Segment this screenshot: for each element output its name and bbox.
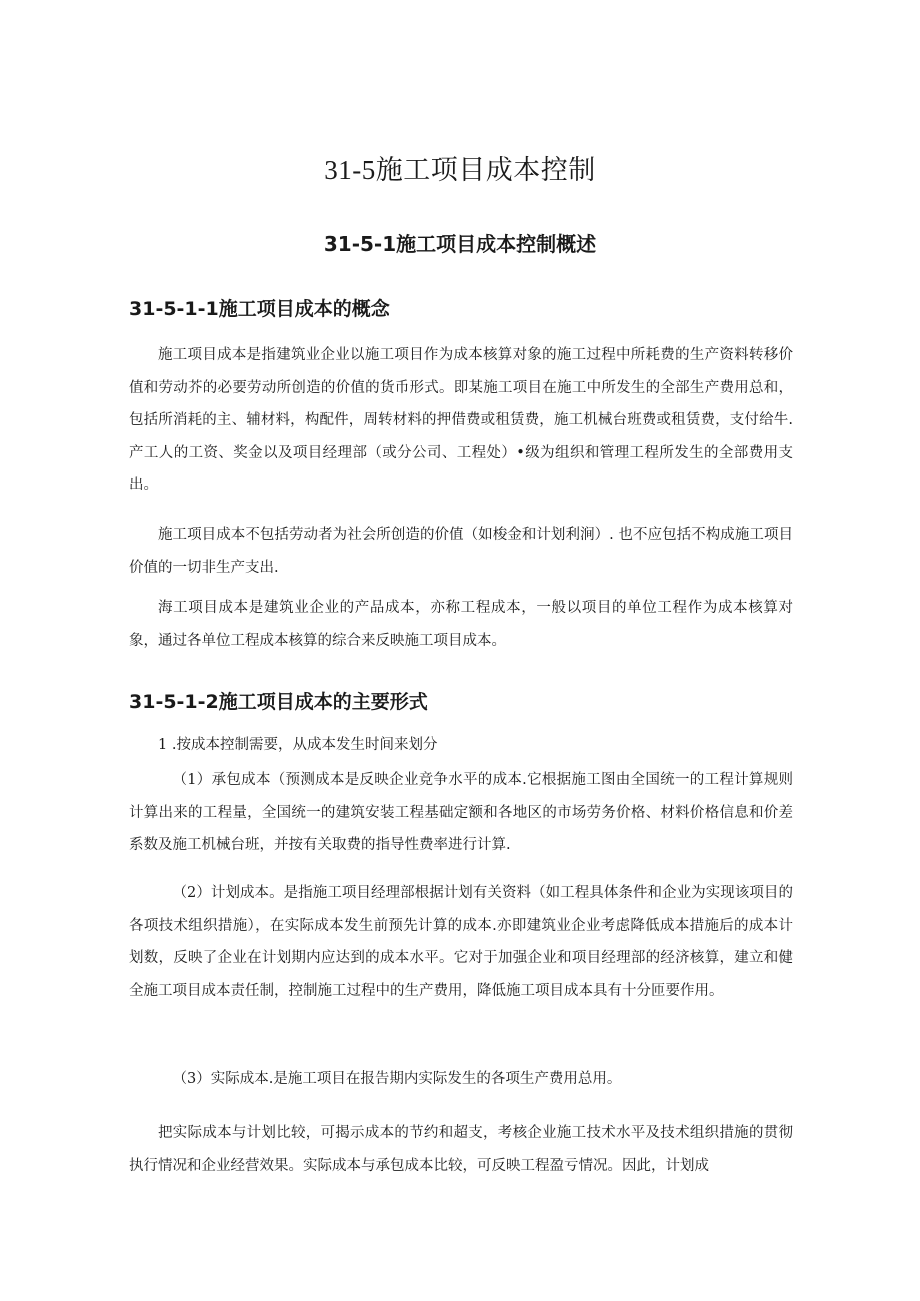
subsection-heading-concept: 31-5-1-1施工项目成本的概念 — [129, 298, 390, 320]
paragraph-cost-exclusions: 施工项目成本不包括劳动者为社会所创造的价值（如梭金和计划利涧）. 也不应包括不构成施工项目价值的一切非生产支出. — [129, 527, 793, 576]
paragraph-product-cost: 海工项目成本是建筑业企业的产品成本，亦称工程成本，一般以项目的单位工程作为成本核算对象，通过各单位工程成本核算的综合来反映施工项目成本。 — [129, 600, 793, 649]
list-item-classification: 1 .按成本控制需要，从成本发生时间来划分 — [158, 737, 438, 753]
list-item-contract-cost: （1）承包成本（预测成本是反映企业竞争水平的成本.它根据施工图由全国统一的工程计算规则计算出来的工程量，全国统一的建筑安装工程基础定额和各地区的市场劳务价格、材料价格信息和价差系数及施工机械台班，并按有关取费的指导性费率进行计算. — [129, 772, 793, 854]
paragraph-cost-definition: 施工项目成本是指建筑业企业以施工项目作为成本核算对象的施工过程中所耗费的生产资料转移价值和劳动芥的必要劳动所创造的价值的货币形式。即某施工项目在施工中所发生的全部生产费用总和，包括所消耗的主、辅材料，构配件，周转材料的押借费或租赁费，施工机械台班费或租赁费，支付给牛. 产工人的工资、奖金以及项目经理部（或分公司、工程处）•级为组织和管理工程所发生的全部费用支出。 — [129, 347, 793, 494]
paragraph-cost-comparison: 把实际成本与计划比较，可揭示成本的节约和超支，考核企业施工技术水平及技术组织措施的贯彻执行情况和企业经营效果。实际成本与承包成本比较，可反映工程盈亏情况。因此，计划成 — [129, 1125, 793, 1174]
list-item-planned-cost: （2）计划成本。是指施工项目经理部根据计划有关资料（如工程具体条件和企业为实现该项目的各项技术组织措施），在实际成本发生前预先计算的成本.亦即建筑业企业考虑降低成本措施后的成本计划数，反映了企业在计划期内应达到的成本水平。它对于加强企业和项目经理部的经济核算，建立和健全施工项目成本责任制，控制施工过程中的生产费用，降低施工项目成本具有十分匝要作用。 — [129, 885, 793, 999]
page-title: 31-5施工项目成本控制 — [324, 155, 596, 185]
subsection-heading-forms: 31-5-1-2施工项目成本的主要形式 — [129, 691, 428, 713]
section-heading: 31-5-1施工项目成本控制概述 — [323, 232, 597, 256]
list-item-actual-cost: （3）实际成本.是施工项目在报告期内实际发生的各项生产费用总用。 — [172, 1071, 622, 1087]
